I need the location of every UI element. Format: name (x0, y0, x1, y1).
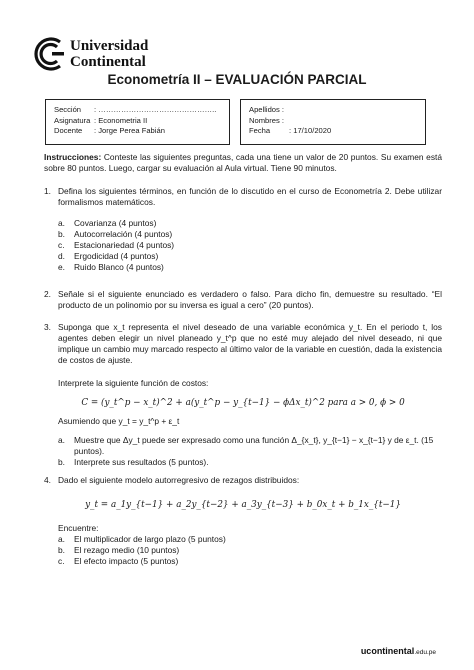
logo-line-1: Universidad (70, 38, 149, 54)
fecha-label: Fecha (249, 126, 271, 135)
list-item: a. El multiplicador de largo plazo (5 puntos) (58, 534, 226, 544)
question-2 (44, 289, 442, 311)
question-number: 1. (44, 186, 51, 196)
question-3 (44, 322, 442, 468)
question-number: 4. (44, 475, 51, 485)
question-1 (44, 186, 442, 273)
list-item: d. Ergodicidad (4 puntos) (58, 251, 159, 261)
page-title: Econometría II – EVALUACIÓN PARCIAL (107, 72, 367, 87)
instructions-text: Conteste las siguientes preguntas, cada una tiene un valor de 20 puntos. Su examen está sobre 80 puntos. Luego, cargar su evaluación al Aula virtual. Tiene 90 minutos. (44, 152, 442, 173)
course-info-box (45, 99, 230, 145)
footer-brand (361, 646, 436, 656)
fecha-row (249, 126, 417, 137)
nombres-label: Nombres : (249, 115, 285, 125)
docente-row (54, 126, 221, 137)
footer-brand-name: ucontinental (360, 646, 415, 656)
list-item: a. Covarianza (4 puntos) (58, 218, 157, 228)
asignatura-value: : Econometria II (94, 115, 148, 125)
apellidos-row (249, 105, 417, 116)
instructions-label: Instrucciones: (44, 152, 102, 162)
logo-wordmark (70, 38, 148, 70)
question-text: Suponga que x_t representa el nivel deseado de una variable económica y_t. En el periodo t, los agentes deben elegir un nivel planeado y_t^p que no esté muy alejado del nivel deseado, ni que implique un cambio muy marcado respecto al último valor de la variable en cuestión, dada la existencia de costos de ajuste. (58, 322, 442, 365)
docente-label: Docente (54, 126, 83, 135)
question-text: Señale si el siguiente enunciado es verdadero o falso. Para dicho fin, demuestre su resultado. “El producto de un polinomio por su inversa es igual a cero” (20 puntos). (58, 289, 442, 310)
question-text: Defina los siguientes términos, en función de lo discutido en el curso de Econometría 2. Debe utilizar formalismos matemáticos. (58, 186, 442, 207)
question-number: 3. (44, 322, 51, 332)
list-item: b. El rezago medio (10 puntos) (58, 545, 180, 555)
docente-value: : Jorge Perea Fabián (94, 126, 165, 135)
instructions (44, 152, 442, 174)
list-item: b. Autocorrelación (4 puntos) (58, 229, 173, 239)
list-item: c. Estacionariedad (4 puntos) (58, 240, 175, 250)
fecha-value: : 17/10/2020 (289, 126, 332, 135)
seccion-value: : ……………………………………….. (94, 105, 217, 114)
assumption-text: Asumiendo que y_t = y_t^p + ε_t (58, 416, 180, 426)
list-item: a. Muestre que Δy_t puede ser expresado como una función Δ_{x_t}, y_{t−1} − x_{t−1} y de ε_t. (15 puntos). (58, 435, 434, 456)
interpret-text: Interprete la siguiente función de costos: (58, 378, 209, 388)
asignatura-label: Asignatura (54, 115, 91, 125)
find-label: Encuentre: (58, 523, 99, 533)
logo-line-2: Continental (70, 54, 146, 70)
university-logo (30, 37, 200, 73)
footer-domain: .edu.pe (414, 649, 436, 656)
seccion-row (54, 105, 221, 116)
list-item: e. Ruido Blanco (4 puntos) (58, 262, 164, 272)
student-info-box (240, 99, 426, 145)
question-4 (44, 475, 442, 567)
cost-function-formula: C = (y_t^p − x_t)^2 + a(y_t^p − y_{t−1} − ϕΔx_t)^2 para a > 0, ϕ > 0 (81, 398, 405, 408)
question-number: 2. (44, 289, 51, 299)
logo-mark-icon (30, 37, 66, 71)
question-text: Dado el siguiente modelo autorregresivo de rezagos distribuidos: (58, 475, 300, 485)
list-item: b. Interprete sus resultados (5 puntos). (58, 457, 209, 467)
list-item: c. El efecto impacto (5 puntos) (58, 556, 179, 566)
asignatura-row (54, 116, 221, 127)
nombres-row (249, 116, 417, 127)
seccion-label: Sección (54, 105, 82, 114)
apellidos-label: Apellidos : (249, 105, 285, 114)
ardl-model-formula: y_t = a_1y_{t−1} + a_2y_{t−2} + a_3y_{t−3} + b_0x_t + b_1x_{t−1} (85, 500, 401, 510)
